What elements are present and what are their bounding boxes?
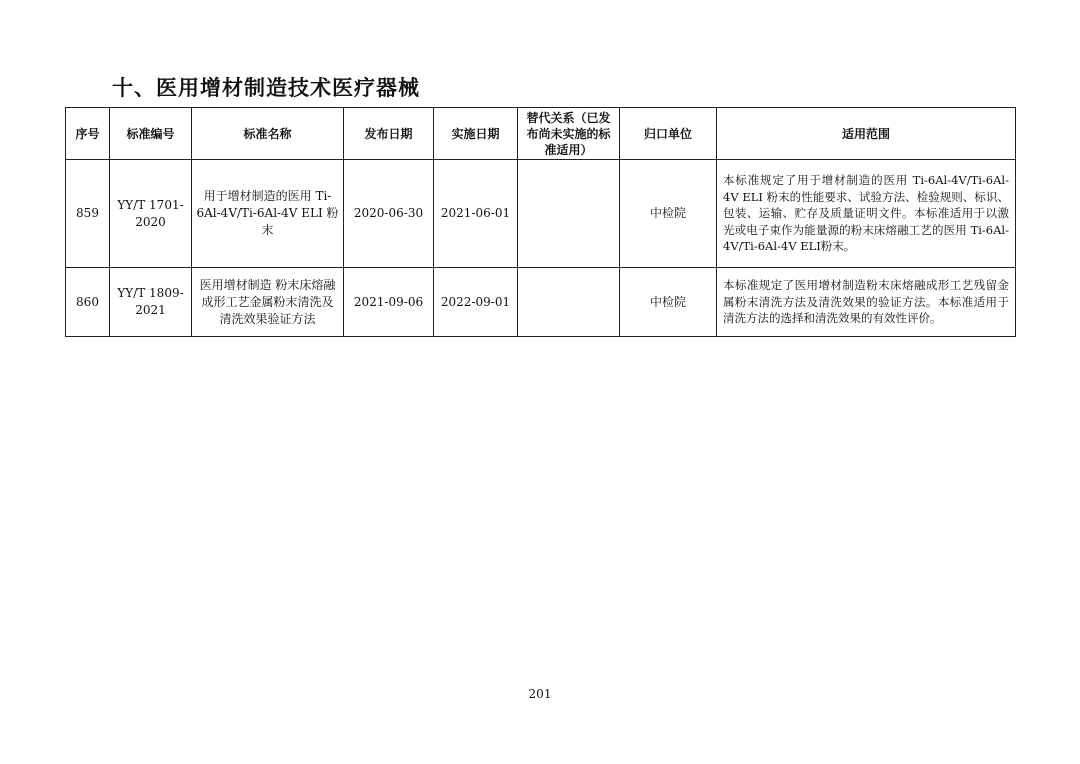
table-row	[66, 268, 1016, 337]
cell-code: YY/T 1701-2020	[110, 160, 192, 268]
header-org: 归口单位	[620, 108, 717, 160]
cell-scope: 本标准规定了医用增材制造粉末床熔融成形工艺残留金属粉末清洗方法及清洗效果的验证方法。本标准适用于清洗方法的选择和清洗效果的有效性评价。	[717, 268, 1016, 337]
cell-release-date: 2020-06-30	[344, 160, 434, 268]
cell-effective-date: 2022-09-01	[434, 268, 518, 337]
cell-scope: 本标准规定了用于增材制造的医用 Ti-6Al-4V/Ti-6Al-4V ELI 粉末的性能要求、试验方法、检验规则、标识、包装、运输、贮存及质量证明文件。本标准适用于以激光或电子束作为能量源的粉末床熔融工艺的医用 Ti-6Al-4V/Ti-6Al-4V ELI粉末。	[717, 160, 1016, 268]
header-code: 标准编号	[110, 108, 192, 160]
cell-release-date: 2021-09-06	[344, 268, 434, 337]
standards-table	[65, 107, 1016, 337]
header-seq: 序号	[66, 108, 110, 160]
cell-code: YY/T 1809-2021	[110, 268, 192, 337]
section-title: 十、医用增材制造技术医疗器械	[112, 76, 420, 100]
cell-seq: 860	[66, 268, 110, 337]
header-release-date: 发布日期	[344, 108, 434, 160]
header-replacement: 替代关系（已发布尚未实施的标准适用）	[518, 108, 620, 160]
cell-effective-date: 2021-06-01	[434, 160, 518, 268]
table-header-row	[66, 108, 1016, 160]
page-number: 201	[528, 687, 552, 701]
cell-org: 中检院	[620, 268, 717, 337]
cell-name: 用于增材制造的医用 Ti-6Al-4V/Ti-6Al-4V ELI 粉末	[192, 160, 344, 268]
cell-org: 中检院	[620, 160, 717, 268]
cell-name: 医用增材制造 粉末床熔融成形工艺金属粉末清洗及清洗效果验证方法	[192, 268, 344, 337]
header-effective-date: 实施日期	[434, 108, 518, 160]
header-name: 标准名称	[192, 108, 344, 160]
cell-seq: 859	[66, 160, 110, 268]
header-scope: 适用范围	[717, 108, 1016, 160]
cell-replacement	[518, 268, 620, 337]
table-row	[66, 160, 1016, 268]
cell-replacement	[518, 160, 620, 268]
